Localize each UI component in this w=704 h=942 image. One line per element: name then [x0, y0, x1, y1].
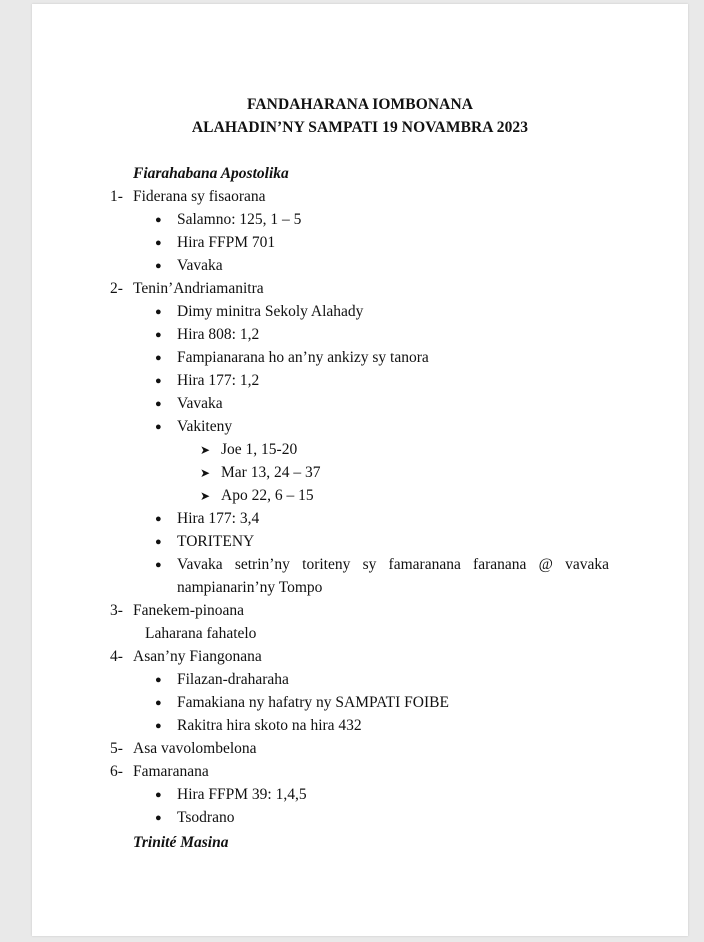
- section-title: Asan’ny Fiangonana: [133, 648, 262, 665]
- page-title-line-1: FANDAHARANA IOMBONANA: [246, 96, 474, 113]
- bullet-dot-icon: ●: [155, 674, 162, 686]
- list-item: Hira 808: 1,2: [177, 326, 260, 343]
- list-item: Hira FFPM 701: [177, 234, 276, 251]
- section-title: Tenin’Andriamanitra: [133, 280, 264, 297]
- list-item: Tsodrano: [177, 809, 235, 826]
- list-item: TORITENY: [177, 533, 255, 550]
- list-item: Vavaka: [177, 257, 223, 274]
- bullet-dot-icon: ●: [155, 375, 162, 387]
- bullet-dot-icon: ●: [155, 421, 162, 433]
- section-number: 5-: [110, 740, 123, 757]
- list-item: Famakiana ny hafatry ny SAMPATI FOIBE: [177, 694, 449, 711]
- list-item: Hira 177: 3,4: [177, 510, 260, 527]
- section-number: 1-: [110, 188, 123, 205]
- list-item: Salamno: 125, 1 – 5: [177, 211, 302, 228]
- list-item: Hira FFPM 39: 1,4,5: [177, 786, 307, 803]
- bullet-dot-icon: ●: [155, 536, 162, 548]
- list-item: Hira 177: 1,2: [177, 372, 260, 389]
- section-title: Asa vavolombelona: [133, 740, 257, 757]
- list-item: Fampianarana ho an’ny ankizy sy tanora: [177, 349, 429, 366]
- list-item: Vavaka: [177, 395, 223, 412]
- bullet-dot-icon: ●: [155, 352, 162, 364]
- list-item: Rakitra hira skoto na hira 432: [177, 717, 362, 734]
- closing-heading: Trinité Masina: [133, 834, 229, 851]
- document-page: [32, 4, 688, 936]
- bullet-dot-icon: ●: [155, 306, 162, 318]
- section-number: 2-: [110, 280, 123, 297]
- list-item: Dimy minitra Sekoly Alahady: [177, 303, 364, 320]
- list-item: Filazan-draharaha: [177, 671, 289, 688]
- arrow-marker-icon: ➤: [200, 489, 211, 503]
- bullet-dot-icon: ●: [155, 398, 162, 410]
- bullet-dot-icon: ●: [155, 812, 162, 824]
- section-number: 6-: [110, 763, 123, 780]
- bullet-dot-icon: ●: [155, 214, 162, 226]
- bullet-dot-icon: ●: [155, 237, 162, 249]
- reading-item: Apo 22, 6 – 15: [221, 487, 314, 504]
- bullet-dot-icon: ●: [155, 329, 162, 341]
- bullet-dot-icon: ●: [155, 513, 162, 525]
- section-title: Fanekem-pinoana: [133, 602, 245, 619]
- arrow-marker-icon: ➤: [200, 466, 211, 480]
- reading-item: Mar 13, 24 – 37: [221, 464, 321, 481]
- section-number: 4-: [110, 648, 123, 665]
- bullet-dot-icon: ●: [155, 720, 162, 732]
- opening-heading: Fiarahabana Apostolika: [133, 165, 289, 182]
- list-item-continuation: nampianarin’ny Tompo: [177, 579, 323, 596]
- bullet-dot-icon: ●: [155, 789, 162, 801]
- bullet-dot-icon: ●: [155, 697, 162, 709]
- list-item: Vavaka setrin’ny toriteny sy famaranana faranana @ vavaka: [177, 556, 609, 573]
- section-note: Laharana fahatelo: [145, 625, 257, 642]
- section-number: 3-: [110, 602, 123, 619]
- document-content: [32, 4, 688, 936]
- bullet-dot-icon: ●: [155, 559, 162, 571]
- reading-item: Joe 1, 15-20: [221, 441, 298, 458]
- bullet-dot-icon: ●: [155, 260, 162, 272]
- section-title: Famaranana: [133, 763, 209, 780]
- arrow-marker-icon: ➤: [200, 443, 211, 457]
- page-title-line-2: ALAHADIN’NY SAMPATI 19 NOVAMBRA 2023: [191, 119, 529, 136]
- list-item: Vakiteny: [177, 418, 233, 435]
- section-title: Fiderana sy fisaorana: [133, 188, 266, 205]
